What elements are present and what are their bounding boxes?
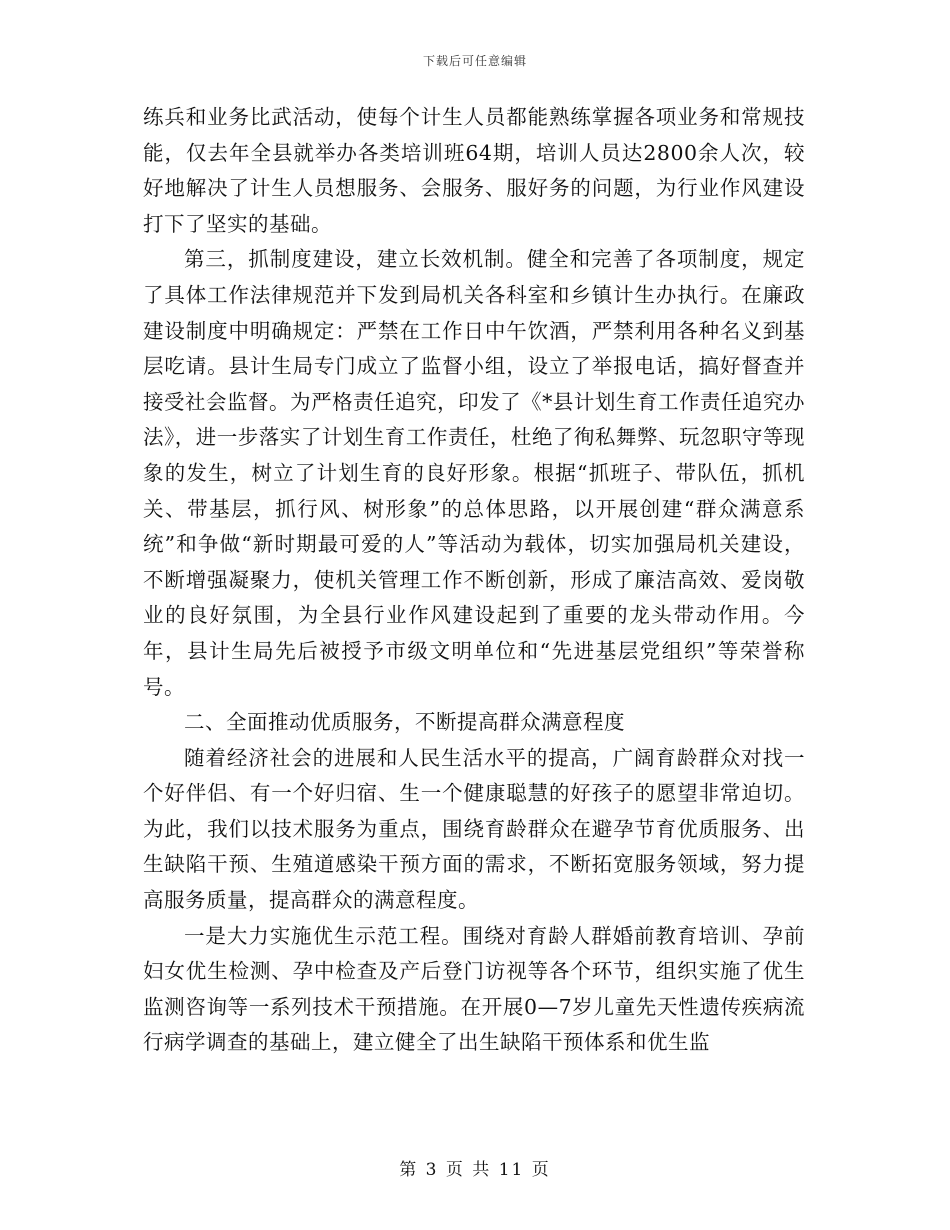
paragraph-system-building: 第三，抓制度建设，建立长效机制。健全和完善了各项制度，规定了具体工作法律规范并下发到局机关各科室和乡镇计生办执行。在廉政建设制度中明确规定：严禁在工作日中午饮酒，严禁利用各种名义到基层吃请。县计生局专门成立了监督小组，设立了举报电话，搞好督查并接受社会监督。为严格责任追究，印发了《*县计划生育工作责任追究办法》，进一步落实了计划生育工作责任，杜绝了徇私舞弊、玩忽职守等现象的发生，树立了计划生育的良好形象。根据“抓班子、带队伍，抓机关、带基层，抓行风、树形象”的总体思路，以开展创建“群众满意系统”和争做“新时期最可爱的人”等活动为载体，切实加强局机关建设，不断增强凝聚力，使机关管理工作不断创新，形成了廉洁高效、爱岗敬业的良好氛围，为全县行业作风建设起到了重要的龙头带动作用。今年，县计生局先后被授予市级文明单位和“先进基层党组织”等荣誉称号。 — [143, 247, 805, 699]
paragraph-training-continued: 练兵和业务比武活动，使每个计生人员都能熟练掌握各项业务和常规技能，仅去年全县就举办各类培训班64期，培训人员达2800余人次，较好地解决了计生人员想服务、会服务、服好务的问题，为行业作风建设打下了坚实的基础。 — [143, 105, 805, 236]
document-body — [143, 100, 805, 1061]
paragraph-eugenics-project: 一是大力实施优生示范工程。围绕对育龄人群婚前教育培训、孕前妇女优生检测、孕中检查及产后登门访视等各个环节，组织实施了优生监测咨询等一系列技术干预措施。在开展0—7岁儿童先天性遗传疾病流行病学调查的基础上，建立健全了出生缺陷干预体系和优生监 — [143, 923, 805, 1055]
page-number-footer: 第 3 页 共 11 页 — [399, 1160, 551, 1180]
paragraph-service-needs: 随着经济社会的进展和人民生活水平的提高，广阔育龄群众对找一个好伴侣、有一个好归宿、生一个健康聪慧的好孩子的愿望非常迫切。为此，我们以技术服务为重点，围绕育龄群众在避孕节育优质服务、出生缺陷干预、生殖道感染干预方面的需求，不断拓宽服务领域，努力提高服务质量，提高群众的满意程度。 — [143, 745, 805, 913]
page-header-note: 下载后可任意编辑 — [422, 54, 527, 68]
section-heading-quality-service: 二、全面推动优质服务，不断提高群众满意程度 — [184, 710, 625, 735]
